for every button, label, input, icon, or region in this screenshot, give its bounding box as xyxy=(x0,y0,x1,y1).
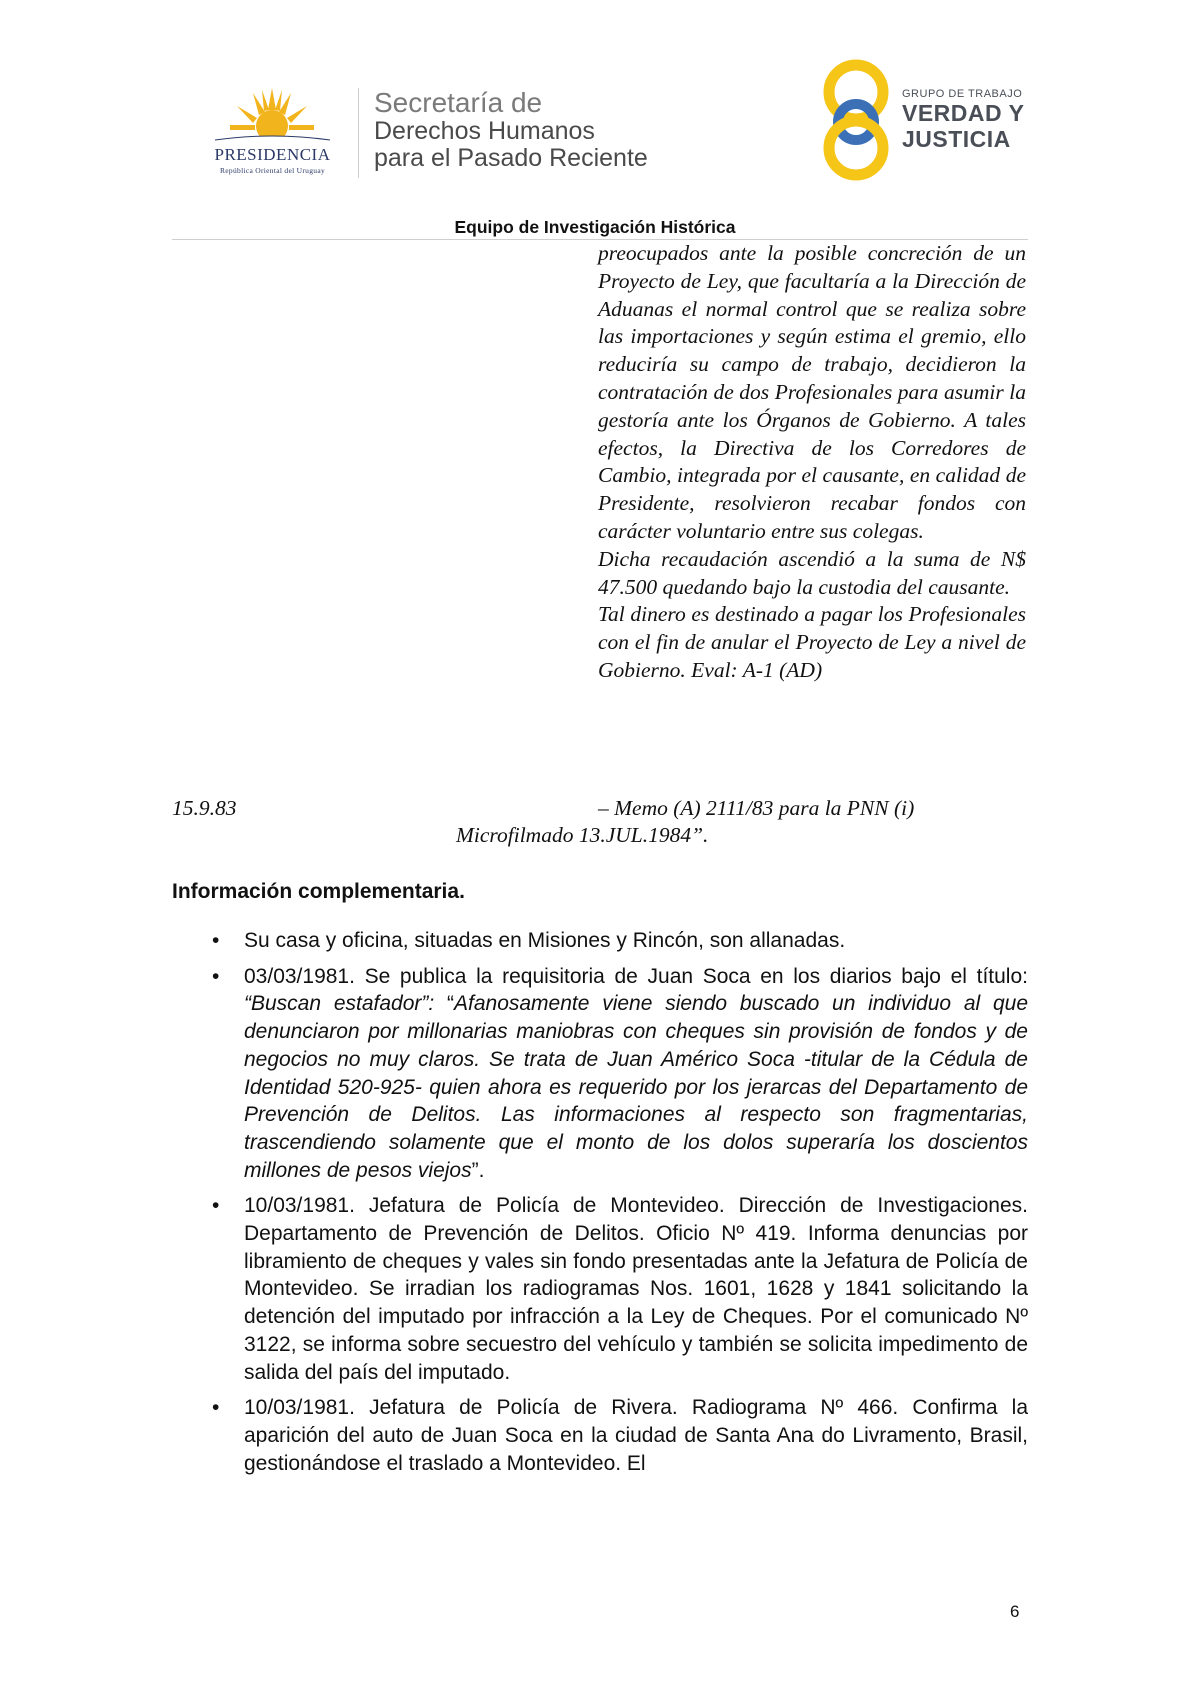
bullet-text-3: 10/03/1981. Jefatura de Policía de Montevideo. Dirección de Investigaciones. Departamento de Prevención de Delitos. Oficio Nº 419. Informa denuncias por libramiento de cheques y vales sin fondo presentadas ante la Jefatura de Policía de Montevideo. Se irradian los radiogramas Nos. 1601, 1628 y 1841 solicitando la detención del imputado por infracción a la Ley de Cheques. Por el comunicado Nº 3122, se informa sobre secuestro del vehículo y también se solicita impedimento de salida del país del imputado. xyxy=(244,1194,1028,1384)
list-item xyxy=(172,963,1028,1185)
bullet-list xyxy=(172,927,1028,1485)
quote-paragraph-2: Dicha recaudación ascendió a la suma de N$ 47.500 quedando bajo la custodia del causante. xyxy=(598,546,1026,599)
list-item xyxy=(172,1394,1028,1477)
verdad-justicia-rings-logo xyxy=(820,56,910,181)
secretaria-line-2: Derechos Humanos xyxy=(374,117,595,145)
quote-microfilm: Microfilmado 13.JUL.1984”. xyxy=(456,823,709,847)
quoted-report xyxy=(598,240,1026,685)
bullet-text-1: Su casa y oficina, situadas en Misiones y Rincón, son allanadas. xyxy=(244,929,846,952)
quote-date: 15.9.83 xyxy=(172,796,237,820)
vj-big-label-2: JUSTICIA xyxy=(902,126,1011,152)
section-heading: Información complementaria. xyxy=(172,880,465,903)
bullet-text-2-title: “Buscan estafador”: xyxy=(244,992,435,1016)
presidencia-subtitle: República Oriental del Uruguay xyxy=(219,166,325,175)
header-divider xyxy=(358,88,359,178)
list-item xyxy=(172,1192,1028,1386)
bullet-dot: • xyxy=(212,964,220,988)
secretaria-wordmark xyxy=(374,88,648,172)
vj-big-label-1: VERDAD Y xyxy=(902,100,1025,126)
page-number: 6 xyxy=(1010,1602,1020,1621)
quote-paragraph-1: preocupados ante la posible concreción de un Proyecto de Ley, que facultaría a la Dirección de Aduanas el normal control que se realiza sobre las importaciones y según estima el gremio, ello reduciría su campo de trabajo, decidieron la contratación de dos Profesionales para asumir la gestoría ante los Órganos de Gobierno. A tales efectos, la Directiva de los Corredores de Cambio, integrada por el causante, en calidad de Presidente, resolvieron recabar fondos con carácter voluntario entre sus colegas. xyxy=(598,241,1026,543)
bullet-text-2-open: “ xyxy=(434,992,454,1016)
presidencia-wordmark xyxy=(195,145,350,175)
quote-paragraph-3: Tal dinero es destinado a pagar los Profesionales con el fin de anular el Proyecto de Ley a nivel de Gobierno. Eval: A-1 (AD) xyxy=(598,602,1026,682)
presidencia-title: PRESIDENCIA xyxy=(214,145,331,164)
list-item xyxy=(172,927,1028,955)
bullet-dot: • xyxy=(212,929,220,952)
bullet-text-2-body: Afanosamente viene siendo buscado un individuo al que denunciaron por millonarias maniobras con cheques sin provisión de fondos y de negocios no muy claros. Se trata de Juan Américo Soca -titular de la Cédula de Identidad 520-925- quien ahora es requerido por los jerarcas del Departamento de Prevención de Delitos. Las informaciones al respecto son fragmentarias, trascendiendo solamente que el monto de los dolos superaría los doscientos millones de pesos viejos xyxy=(244,992,1029,1182)
vj-small-label: GRUPO DE TRABAJO xyxy=(902,88,1023,100)
secretaria-line-3: para el Pasado Reciente xyxy=(374,144,648,172)
secretaria-line-1: Secretaría de xyxy=(374,87,543,118)
bullet-dot: • xyxy=(212,1194,220,1218)
bullet-dot: • xyxy=(212,1396,220,1420)
bullet-text-4: 10/03/1981. Jefatura de Policía de Rivera. Radiograma Nº 466. Confirma la aparición del auto de Juan Soca en la ciudad de Santa Ana do Livramento, Brasil, gestionándose el traslado a Montevideo. El xyxy=(244,1396,1028,1475)
department-title: Equipo de Investigación Histórica xyxy=(454,217,736,237)
verdad-justicia-wordmark xyxy=(902,88,1024,152)
bullet-text-2-prefix: 03/03/1981. Se publica la requisitoria de Juan Soca en los diarios bajo el título: xyxy=(244,964,1028,988)
bullet-text-2-close: ”. xyxy=(471,1158,485,1182)
quote-memo: – Memo (A) 2111/83 para la PNN (i) xyxy=(598,796,915,820)
